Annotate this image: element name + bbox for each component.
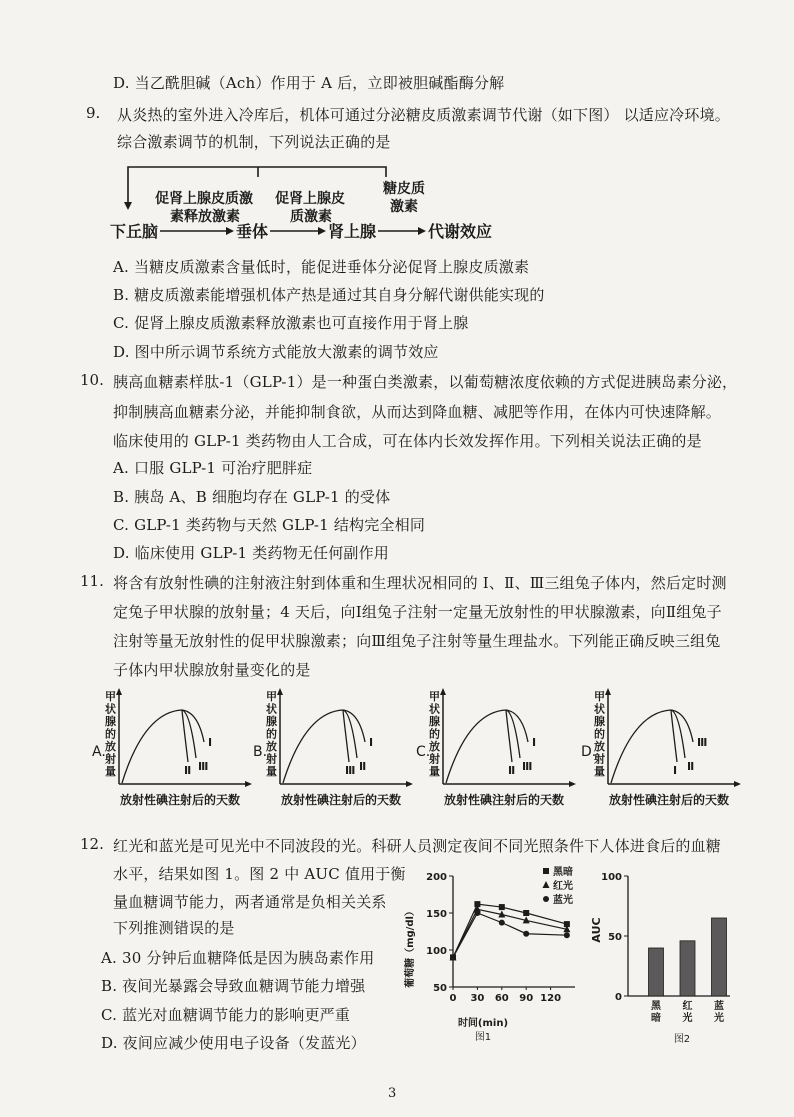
q12-stem-line-3: 量血糖调节能力，两者通常是负相关关系 xyxy=(113,893,387,911)
fig1-point xyxy=(474,910,480,916)
graph-curve-rise xyxy=(446,710,506,783)
graph-ylabel-char: 放 xyxy=(266,740,277,753)
graph-xlabel: 放射性碘注射后的天数 xyxy=(609,793,730,807)
q9-stem-line-1: 从炎热的室外进入冷库后，机体可通过分泌糖皮质激素调节代谢（如下图） 以适应冷环境。 xyxy=(117,106,730,124)
q10-option-c: C. GLP-1 类药物与天然 GLP-1 结构完全相同 xyxy=(113,516,426,534)
fig1-xtick-label: 30 xyxy=(470,993,485,1004)
label-acth-line1: 促肾上腺皮 xyxy=(275,191,345,207)
q11-graph-c xyxy=(416,688,576,813)
graph-curve-tail xyxy=(506,710,512,762)
q12-option-b: B. 夜间光暴露会导致血糖调节能力增强 xyxy=(101,977,366,995)
q12-option-a: A. 30 分钟后血糖降低是因为胰岛素作用 xyxy=(101,949,375,967)
fig1-ytick-label: 50 xyxy=(433,983,447,994)
graph-curve-label: Ⅱ xyxy=(359,760,367,773)
graph-ylabel-char: 甲 xyxy=(429,690,440,703)
graph-curve-label: Ⅰ xyxy=(532,736,537,749)
graph-xlabel: 放射性碘注射后的天数 xyxy=(281,793,402,807)
graph-ylabel-char: 腺 xyxy=(429,715,440,728)
graph-curve-label: Ⅲ xyxy=(697,736,708,749)
fig1-point xyxy=(564,932,570,938)
graph-ylabel-char: 状 xyxy=(429,702,440,716)
graph-curve-label: Ⅱ xyxy=(687,760,695,773)
fig1-series-line xyxy=(453,909,567,957)
graph-curve-tail xyxy=(343,710,349,762)
q12-option-d: D. 夜间应减少使用电子设备（发蓝光） xyxy=(101,1034,366,1052)
graph-ylabel-char: 的 xyxy=(594,727,605,741)
q9-option-d: D. 图中所示调节系统方式能放大激素的调节效应 xyxy=(113,343,439,361)
label-gc-line2: 激素 xyxy=(390,199,418,215)
graph-option-letter: D. xyxy=(581,744,597,760)
graph-xlabel: 放射性碘注射后的天数 xyxy=(444,793,565,807)
fig2-category-label: 蓝 xyxy=(714,1001,724,1012)
fig2-ytick-label: 50 xyxy=(608,932,622,943)
graph-ylabel-char: 的 xyxy=(266,727,277,741)
node-pituitary: 垂体 xyxy=(236,222,269,241)
fig1-legend-label: 红光 xyxy=(553,881,573,892)
fig1-legend-marker xyxy=(543,896,549,902)
graph-ylabel-char: 的 xyxy=(429,727,440,741)
graph-ylabel-char: 的 xyxy=(105,727,116,741)
q12-stem-line-1: 红光和蓝光是可见光中不同波段的光。科研人员测定夜间不同光照条件下人体进食后的血糖 xyxy=(113,837,722,855)
fig1-ytick-label: 200 xyxy=(426,872,447,883)
graph-ylabel-char: 甲 xyxy=(105,690,116,703)
q9-stem-line-2: 综合激素调节的机制，下列说法正确的是 xyxy=(117,133,391,151)
q10-number: 10. xyxy=(80,371,104,389)
fig2-bar xyxy=(649,948,664,996)
graph-x-arrow xyxy=(734,781,741,787)
graph-xlabel: 放射性碘注射后的天数 xyxy=(120,793,241,807)
fig1-xlabel: 时间(min) xyxy=(457,1018,509,1029)
q10-stem-line-1: 胰高血糖素样肽-1（GLP-1）是一种蛋白类激素，以葡萄糖浓度依赖的方式促进胰岛素分泌， xyxy=(113,373,738,391)
fig2-title: 图2 xyxy=(673,1034,691,1045)
q12-stem-line-4: 下列推测错误的是 xyxy=(113,919,235,937)
q10-stem-line-3: 临床使用的 GLP-1 类药物由人工合成，可在体内长效发挥作用。下列相关说法正确的是 xyxy=(113,432,702,450)
q11-stem-line-2: 定兔子甲状腺的放射量；4 天后，向Ⅰ组兔子注射一定量无放射性的甲状腺激素，向Ⅱ组兔子 xyxy=(113,603,722,621)
fig1-legend-label: 蓝光 xyxy=(553,895,573,906)
graph-ylabel-char: 腺 xyxy=(594,715,605,728)
fig2-category-label: 暗 xyxy=(651,1013,661,1024)
graph-curve-rise xyxy=(122,710,182,783)
figure-1-glucose-chart xyxy=(395,862,595,1047)
graph-curve-label: Ⅱ xyxy=(508,764,516,777)
graph-ylabel-char: 射 xyxy=(105,752,116,766)
fig2-category-label: 光 xyxy=(714,1013,724,1024)
graph-ylabel-char: 腺 xyxy=(266,715,277,728)
q11-graph-a xyxy=(92,688,252,813)
graph-curve-rise xyxy=(611,710,671,783)
graph-curve-tail xyxy=(671,710,677,762)
graph-curve-label: Ⅲ xyxy=(522,760,533,773)
q9-option-b: B. 糖皮质激素能增强机体产热是通过其自身分解代谢供能实现的 xyxy=(113,286,545,304)
fig1-point xyxy=(450,954,456,960)
node-hypothalamus: 下丘脑 xyxy=(110,222,159,241)
q12-option-c: C. 蓝光对血糖调节能力的影响更严重 xyxy=(101,1006,351,1024)
q11-graph-d xyxy=(581,688,741,813)
graph-option-letter: B. xyxy=(253,744,268,760)
q8-option-d: D. 当乙酰胆碱（Ach）作用于 A 后，立即被胆碱酯酶分解 xyxy=(113,74,505,92)
graph-option-letter: C. xyxy=(416,744,431,760)
q10-stem-line-2: 抑制胰高血糖素分泌，并能抑制食欲，从而达到降血糖、减肥等作用，在体内可快速降解。 xyxy=(113,403,722,421)
graph-curve-tail xyxy=(182,710,188,762)
q9-option-a: A. 当糖皮质激素含量低时，能促进垂体分泌促肾上腺皮质激素 xyxy=(113,258,530,276)
arrow-1-head xyxy=(226,227,234,235)
graph-ylabel-char: 状 xyxy=(594,702,605,716)
graph-curve-label: Ⅲ xyxy=(345,764,356,777)
arrow-3-head xyxy=(418,227,426,235)
graph-option-letter: A. xyxy=(92,744,106,760)
q9-number: 9. xyxy=(86,104,101,122)
arrow-2-head xyxy=(318,227,326,235)
label-crh-line2: 素释放激素 xyxy=(170,209,240,225)
graph-curve-rise xyxy=(283,710,343,783)
graph-ylabel-char: 放 xyxy=(105,740,116,753)
graph-x-arrow xyxy=(569,781,576,787)
label-acth-line2: 质激素 xyxy=(290,209,332,225)
graph-ylabel-char: 甲 xyxy=(266,690,277,703)
graph-ylabel-char: 状 xyxy=(105,702,116,716)
graph-ylabel-char: 状 xyxy=(266,702,277,716)
fig1-series-line xyxy=(453,904,567,957)
graph-y-arrow xyxy=(605,688,611,695)
fig1-xtick-label: 60 xyxy=(494,993,509,1004)
fig1-legend-marker xyxy=(543,868,549,874)
graph-y-arrow xyxy=(116,688,122,695)
graph-x-arrow xyxy=(406,781,413,787)
fig1-xtick-label: 0 xyxy=(449,993,457,1004)
q11-stem-line-3: 注射等量无放射性的促甲状腺激素；向Ⅲ组兔子注射等量生理盐水。下列能正确反映三组兔 xyxy=(113,632,721,650)
graph-ylabel-char: 放 xyxy=(429,740,440,753)
graph-y-arrow xyxy=(277,688,283,695)
graph-curve-label: Ⅱ xyxy=(184,764,192,777)
label-crh-line1: 促肾上腺皮质激 xyxy=(155,191,253,207)
figure-2-auc-chart xyxy=(590,862,735,1047)
fig1-legend-marker xyxy=(543,881,550,888)
label-gc-line1: 糖皮质 xyxy=(383,181,425,197)
fig1-point xyxy=(499,904,505,910)
graph-curve-label: Ⅰ xyxy=(208,736,213,749)
fig1-title: 图1 xyxy=(474,1032,492,1043)
q12-stem-line-2: 水平，结果如图 1。图 2 中 AUC 值用于衡 xyxy=(113,865,406,883)
q11-stem-line-4: 子体内甲状腺放射量变化的是 xyxy=(113,661,311,679)
fig1-xtick-label: 90 xyxy=(519,993,534,1004)
graph-ylabel-char: 射 xyxy=(429,752,440,766)
fig2-bar xyxy=(680,941,695,996)
graph-ylabel-char: 射 xyxy=(594,752,605,766)
graph-ylabel-char: 甲 xyxy=(594,690,605,703)
page-number: 3 xyxy=(388,1086,397,1101)
fig1-point xyxy=(523,910,529,916)
graph-ylabel-char: 量 xyxy=(266,765,277,778)
fig1-ytick-label: 150 xyxy=(426,909,447,920)
graph-ylabel-char: 量 xyxy=(105,765,116,778)
fig2-ytick-label: 100 xyxy=(601,872,622,883)
q11-stem-line-1: 将含有放射性碘的注射液注射到体重和生理状况相同的 Ⅰ、Ⅱ、Ⅲ三组兔子体内，然后定时测 xyxy=(113,574,727,592)
q10-option-b: B. 胰岛 A、B 细胞均存在 GLP-1 的受体 xyxy=(113,488,391,506)
fig2-category-label: 红 xyxy=(682,1001,693,1012)
graph-ylabel-char: 射 xyxy=(266,752,277,766)
feedback-arrow-head xyxy=(124,202,132,210)
q12-number: 12. xyxy=(80,835,104,853)
fig2-category-label: 光 xyxy=(682,1013,693,1024)
graph-curve-label: Ⅰ xyxy=(369,736,374,749)
graph-y-arrow xyxy=(440,688,446,695)
q9-option-c: C. 促肾上腺皮质激素释放激素也可直接作用于肾上腺 xyxy=(113,314,469,332)
q10-option-d: D. 临床使用 GLP-1 类药物无任何副作用 xyxy=(113,544,389,562)
graph-x-arrow xyxy=(245,781,252,787)
node-metabolic-effect: 代谢效应 xyxy=(428,222,493,241)
q9-hormone-diagram xyxy=(110,155,510,245)
graph-curve-label: Ⅲ xyxy=(198,760,209,773)
fig1-ytick-label: 100 xyxy=(426,946,447,957)
graph-curve-label: Ⅰ xyxy=(673,764,678,777)
fig1-ylabel: 葡萄糖（mg/dl） xyxy=(405,906,416,988)
graph-ylabel-char: 腺 xyxy=(105,715,116,728)
fig1-point xyxy=(523,931,529,937)
graph-ylabel-char: 量 xyxy=(429,765,440,778)
fig2-ytick-label: 0 xyxy=(615,992,622,1003)
fig2-ylabel: AUC xyxy=(590,917,603,943)
graph-ylabel-char: 放 xyxy=(594,740,605,753)
graph-ylabel-char: 量 xyxy=(594,765,605,778)
q11-graph-b xyxy=(253,688,413,813)
node-adrenal: 肾上腺 xyxy=(328,222,377,241)
fig1-xtick-label: 120 xyxy=(540,993,562,1004)
q11-number: 11. xyxy=(80,572,104,590)
fig1-legend-label: 黑暗 xyxy=(553,867,573,878)
fig1-point xyxy=(499,920,505,926)
fig2-bar xyxy=(712,918,727,996)
fig2-category-label: 黑 xyxy=(651,1001,661,1012)
q10-option-a: A. 口服 GLP-1 可治疗肥胖症 xyxy=(113,459,313,477)
